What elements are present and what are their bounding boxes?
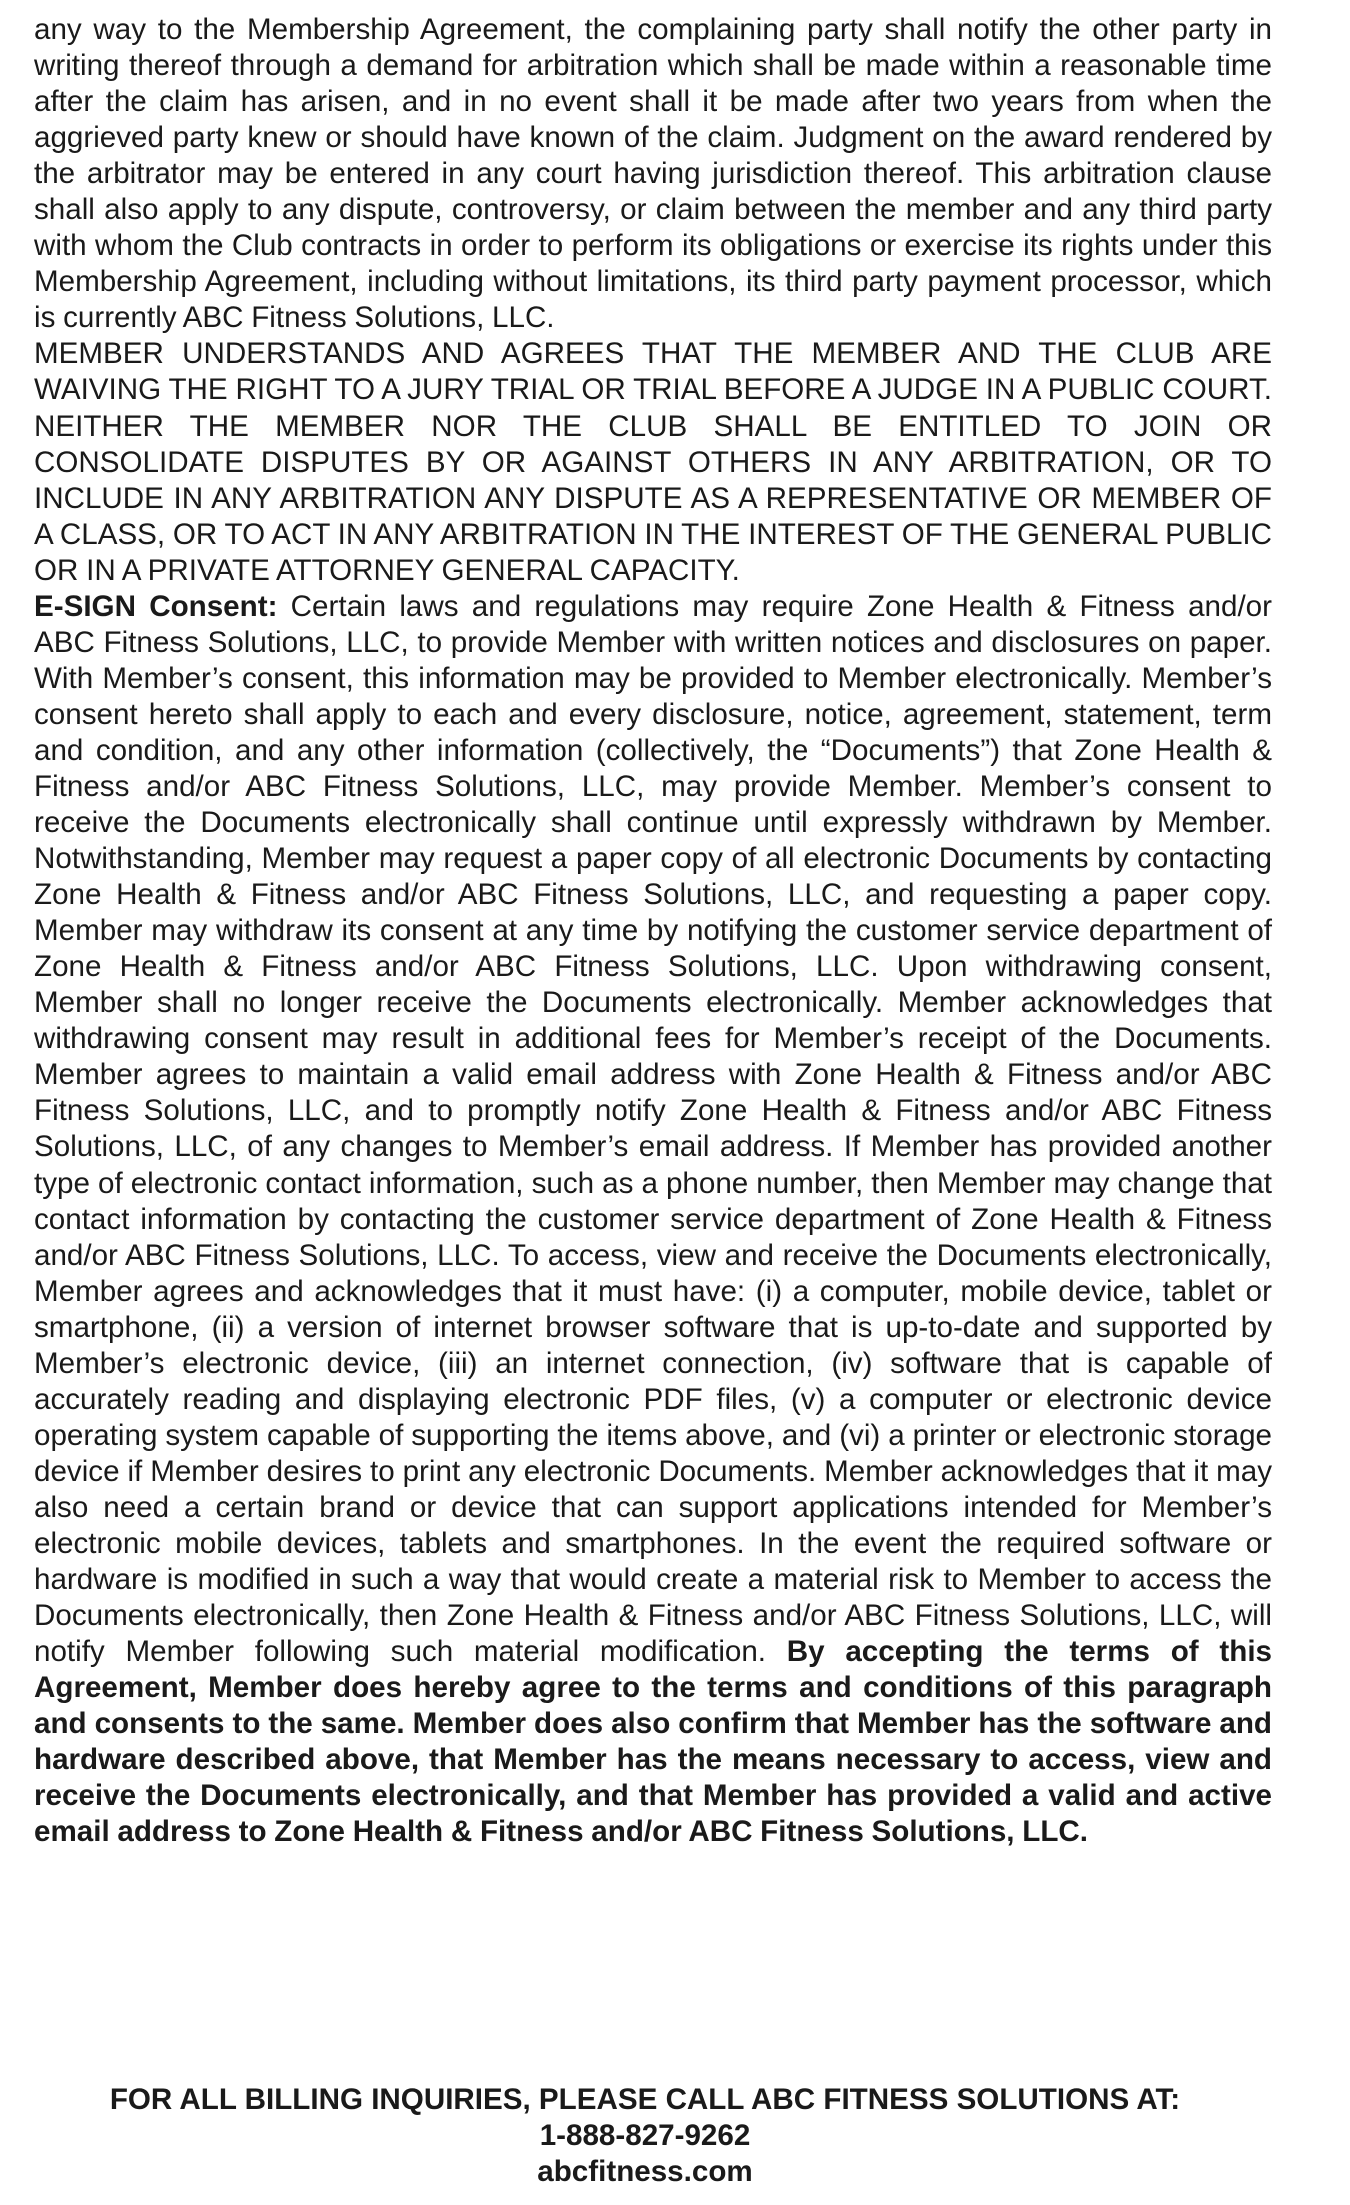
billing-inquiries-line: FOR ALL BILLING INQUIRIES, PLEASE CALL ABC FITNESS SOLUTIONS AT: — [109, 2083, 1181, 2116]
arbitration-paragraph: any way to the Membership Agreement, the complaining party shall notify the other party in writing thereof through a demand for arbitration which shall be made within a reasonable time after the claim has arisen, and in no event shall it be made after two years from when the aggrieved party knew or should have known of the claim. Judgment on the award rendered by the arbitrator may be entered in any court having jurisdiction thereof. This arbitration clause shall also apply to any dispute, controversy, or claim between the member and any third party with whom the Club contracts in order to perform its obligations or exercise its rights under this Membership Agreement, including without limitations, its third party payment processor, which is currently ABC Fitness Solutions, LLC. — [34, 13, 1272, 335]
billing-website: abcfitness.com — [537, 2155, 753, 2188]
billing-phone-number: 1-888-827-9262 — [539, 2119, 751, 2152]
document-page — [34, 12, 1272, 1850]
esign-consent-body: Certain laws and regulations may require Zone Health & Fitness and/or ABC Fitness Solutions, LLC, to provide Member with written notices and disclosures on paper. With Member’s consent, this information may be provided to Member electronically. Member’s consent hereto shall apply to each and every disclosure, notice, agreement, statement, term and condition, and any other information (collectively, the “Documents”) that Zone Health & Fitness and/or ABC Fitness Solutions, LLC, may provide Member. Member’s consent to receive the Documents electronically shall continue until expressly withdrawn by Member. Notwithstanding, Member may request a paper copy of all electronic Documents by contacting Zone Health & Fitness and/or ABC Fitness Solutions, LLC, and requesting a paper copy. Member may withdraw its consent at any time by notifying the customer service department of Zone Health & Fitness and/or ABC Fitness Solutions, LLC. Upon withdrawing consent, Member shall no longer receive the Documents electronically. Member acknowledges that withdrawing consent may result in additional fees for Member’s receipt of the Documents. Member agrees to maintain a valid email address with Zone Health & Fitness and/or ABC Fitness Solutions, LLC, and to promptly notify Zone Health & Fitness and/or ABC Fitness Solutions, LLC, of any changes to Member’s email address. If Member has provided another type of electronic contact information, such as a phone number, then Member may change that contact information by contacting the customer service department of Zone Health & Fitness and/or ABC Fitness Solutions, LLC. To access, view and receive the Documents electronically, Member agrees and acknowledges that it must have: (i) a computer, mobile device, tablet or smartphone, (ii) a version of internet browser software that is up-to-date and supported by Member’s electronic device, (iii) an internet connection, (iv) software that is capable of accurately reading and displaying electronic PDF files, (v) a computer or electronic device operating system capable of supporting the items above, and (vi) a printer or electronic storage device if Member desires to print any electronic Documents. Member acknowledges that it may also need a certain brand or device that can support applications intended for Member’s electronic mobile devices, tablets and smartphones. In the event the required software or hardware is modified in such a way that would create a material risk to Member to access the Documents electronically, then Zone Health & Fitness and/or ABC Fitness Solutions, LLC, will notify Member following such material modification. — [34, 589, 1272, 1669]
billing-footer — [0, 2082, 1290, 2190]
esign-consent-acceptance: By accepting the terms of this Agreement, Member does hereby agree to the terms and conditions of this paragraph and consents to the same. Member does also confirm that Member has the software and hardware described above, that Member has the means necessary to access, view and receive the Documents electronically, and that Member has provided a valid and active email address to Zone Health & Fitness and/or ABC Fitness Solutions, LLC. — [34, 1635, 1273, 1849]
esign-consent-heading: E-SIGN Consent: — [34, 589, 278, 623]
esign-consent-paragraph — [34, 589, 1272, 1851]
jury-waiver-paragraph: MEMBER UNDERSTANDS AND AGREES THAT THE MEMBER AND THE CLUB ARE WAIVING THE RIGHT TO A JURY TRIAL OR TRIAL BEFORE A JUDGE IN A PUBLIC COURT. NEITHER THE MEMBER NOR THE CLUB SHALL BE ENTITLED TO JOIN OR CONSOLIDATE DISPUTES BY OR AGAINST OTHERS IN ANY ARBITRATION, OR TO INCLUDE IN ANY ARBITRATION ANY DISPUTE AS A REPRESENTATIVE OR MEMBER OF A CLASS, OR TO ACT IN ANY ARBITRATION IN THE INTEREST OF THE GENERAL PUBLIC OR IN A PRIVATE ATTORNEY GENERAL CAPACITY. — [34, 337, 1272, 587]
